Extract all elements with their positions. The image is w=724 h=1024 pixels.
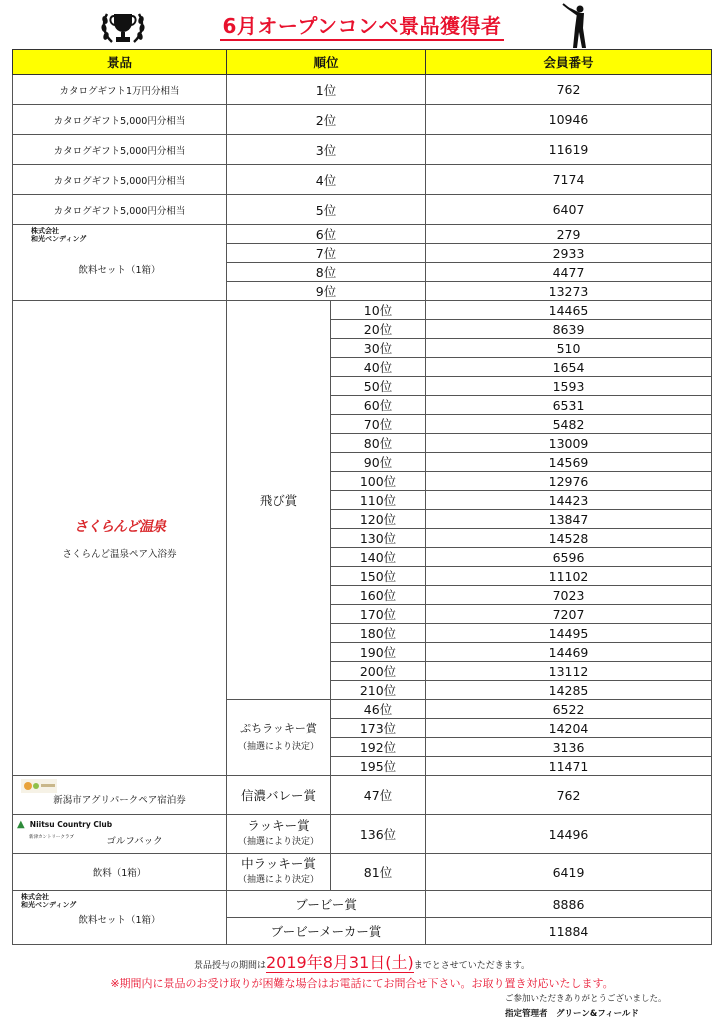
member-cell: 14495 — [426, 624, 712, 643]
rank-cell: 195位 — [331, 757, 426, 776]
member-cell: 13273 — [426, 282, 712, 301]
lucky-prize-cell — [13, 815, 227, 854]
rank-cell: 4位 — [227, 165, 426, 195]
member-cell: 13847 — [426, 510, 712, 529]
member-cell: 762 — [426, 75, 712, 105]
booby-prize-cell — [13, 891, 227, 945]
page-title-wrap — [0, 10, 724, 39]
table-row — [13, 854, 712, 891]
member-cell: 6419 — [426, 854, 712, 891]
puchi-award-label: ぷちラッキー賞 — [240, 721, 317, 735]
rank-cell: 130位 — [331, 529, 426, 548]
lucky-award-label: ラッキー賞 — [247, 818, 310, 833]
member-cell: 14496 — [426, 815, 712, 854]
footer-notice: ※期間内に景品のお受け取りが困難な場合はお電話にてお問合せ下さい。お取り置き対応いたします。 — [110, 977, 614, 990]
rank-cell: 160位 — [331, 586, 426, 605]
rank-cell: 210位 — [331, 681, 426, 700]
rank-cell: 10位 — [331, 301, 426, 320]
sakura-prize-cell — [13, 301, 227, 776]
member-cell: 14528 — [426, 529, 712, 548]
table-row — [13, 105, 712, 135]
table-row — [13, 776, 712, 815]
table-row — [13, 75, 712, 105]
mid-lucky-award-cell — [227, 854, 331, 891]
member-cell: 13112 — [426, 662, 712, 681]
rank-cell: 170位 — [331, 605, 426, 624]
tobi-award-label: 飛び賞 — [227, 301, 331, 700]
sakura-prize-label: さくらんど温泉ペア入浴券 — [62, 549, 177, 560]
header-prize: 景品 — [13, 50, 227, 75]
agripark-logo — [21, 779, 57, 793]
rank-cell: 30位 — [331, 339, 426, 358]
member-cell: 1654 — [426, 358, 712, 377]
rank-cell: 136位 — [331, 815, 426, 854]
prize-cell: カタログギフト5,000円分相当 — [13, 165, 227, 195]
rank-cell: 8位 — [227, 263, 426, 282]
rank-cell: 3位 — [227, 135, 426, 165]
member-cell: 11884 — [426, 918, 712, 945]
shinano-award-label: 信濃バレー賞 — [227, 776, 331, 815]
footer-deadline-date: 2019年8月31日(土) — [265, 953, 414, 972]
table-row — [13, 195, 712, 225]
header-member: 会員番号 — [426, 50, 712, 75]
rank-cell: 40位 — [331, 358, 426, 377]
member-cell: 762 — [426, 776, 712, 815]
rank-cell: 100位 — [331, 472, 426, 491]
prize-table — [12, 49, 712, 945]
table-row — [13, 165, 712, 195]
member-cell: 5482 — [426, 415, 712, 434]
footer-thanks: ご参加いただきありがとうございました。 — [505, 994, 667, 1004]
rank-cell: 190位 — [331, 643, 426, 662]
member-cell: 14469 — [426, 643, 712, 662]
member-cell: 8639 — [426, 320, 712, 339]
table-row — [13, 135, 712, 165]
rank-cell: 6位 — [227, 225, 426, 244]
booby-prize-label: 飲料セット（1箱） — [78, 914, 161, 926]
member-cell: 13009 — [426, 434, 712, 453]
member-cell: 11619 — [426, 135, 712, 165]
member-cell: 14204 — [426, 719, 712, 738]
rank-cell: 200位 — [331, 662, 426, 681]
page-title: 6月オープンコンペ景品獲得者 — [220, 14, 503, 41]
member-cell: 3136 — [426, 738, 712, 757]
table-row — [13, 891, 712, 918]
company-name: 株式会社 和光ベンディング — [21, 893, 77, 909]
rank-cell: 192位 — [331, 738, 426, 757]
member-cell: 7207 — [426, 605, 712, 624]
niitsu-cc-logo-sub: 新津カントリークラブ — [29, 835, 74, 840]
rank-cell: 110位 — [331, 491, 426, 510]
member-cell: 14423 — [426, 491, 712, 510]
member-cell: 7023 — [426, 586, 712, 605]
member-cell: 4477 — [426, 263, 712, 282]
rank-cell: 81位 — [331, 854, 426, 891]
niitsu-cc-logo: ▲ Niitsu Country Club 新津カントリークラブ — [17, 819, 113, 840]
prize-cell: カタログギフト5,000円分相当 — [13, 195, 227, 225]
rank-cell: 60位 — [331, 396, 426, 415]
sakura-onsen-logo: さくらんど温泉 — [74, 519, 165, 535]
member-cell: 6407 — [426, 195, 712, 225]
rank-cell: 46位 — [331, 700, 426, 719]
member-cell: 10946 — [426, 105, 712, 135]
niitsu-cc-logo-text: Niitsu Country Club — [29, 820, 113, 829]
rank-cell: 120位 — [331, 510, 426, 529]
table-row — [13, 225, 712, 244]
member-cell: 8886 — [426, 891, 712, 918]
header-rank: 順位 — [227, 50, 426, 75]
member-cell: 6531 — [426, 396, 712, 415]
drink-prize-label: 飲料セット（1箱） — [78, 264, 161, 276]
rank-cell: 2位 — [227, 105, 426, 135]
rank-cell: 150位 — [331, 567, 426, 586]
footer-deadline-post: までとさせていただきます。 — [413, 961, 531, 971]
table-row — [13, 815, 712, 854]
lucky-prize-label: ゴルフバック — [106, 836, 163, 847]
rank-cell: 1位 — [227, 75, 426, 105]
puchi-award-sub: （抽選により決定） — [237, 741, 319, 752]
booby-maker-award-label: ブービーメーカー賞 — [227, 918, 426, 945]
member-cell: 11471 — [426, 757, 712, 776]
rank-cell: 50位 — [331, 377, 426, 396]
member-cell: 14465 — [426, 301, 712, 320]
member-cell: 6522 — [426, 700, 712, 719]
member-cell: 279 — [426, 225, 712, 244]
drink-prize-cell — [13, 225, 227, 301]
footer-deadline-pre: 景品授与の期間は — [193, 961, 266, 971]
footer-deadline — [0, 950, 724, 973]
prize-cell: カタログギフト1万円分相当 — [13, 75, 227, 105]
lucky-award-sub: （抽選により決定） — [237, 837, 319, 847]
member-cell: 1593 — [426, 377, 712, 396]
rank-cell: 80位 — [331, 434, 426, 453]
member-cell: 11102 — [426, 567, 712, 586]
mid-lucky-prize-label: 飲料（1箱） — [13, 854, 227, 891]
member-cell: 12976 — [426, 472, 712, 491]
member-cell: 14569 — [426, 453, 712, 472]
company-name: 株式会社 和光ベンディング — [31, 227, 87, 243]
lucky-award-cell — [227, 815, 331, 854]
mid-lucky-award-sub: （抽選により決定） — [237, 875, 319, 885]
member-cell: 14285 — [426, 681, 712, 700]
rank-cell: 180位 — [331, 624, 426, 643]
rank-cell: 140位 — [331, 548, 426, 567]
shinano-prize-label: 新潟市アグリパークペア宿泊券 — [53, 795, 186, 806]
rank-cell: 9位 — [227, 282, 426, 301]
prize-cell: カタログギフト5,000円分相当 — [13, 105, 227, 135]
member-cell: 6596 — [426, 548, 712, 567]
member-cell: 2933 — [426, 244, 712, 263]
table-row — [13, 301, 712, 320]
member-cell: 7174 — [426, 165, 712, 195]
rank-cell: 20位 — [331, 320, 426, 339]
rank-cell: 90位 — [331, 453, 426, 472]
rank-cell: 7位 — [227, 244, 426, 263]
footer-manager: 指定管理者 グリーン&フィールド — [505, 1009, 639, 1019]
mid-lucky-award-label: 中ラッキー賞 — [241, 856, 316, 871]
puchi-award-cell — [227, 700, 331, 776]
member-cell: 510 — [426, 339, 712, 358]
rank-cell: 47位 — [331, 776, 426, 815]
booby-award-label: ブービー賞 — [227, 891, 426, 918]
shinano-prize-cell — [13, 776, 227, 815]
rank-cell: 70位 — [331, 415, 426, 434]
rank-cell: 5位 — [227, 195, 426, 225]
rank-cell: 173位 — [331, 719, 426, 738]
prize-cell: カタログギフト5,000円分相当 — [13, 135, 227, 165]
